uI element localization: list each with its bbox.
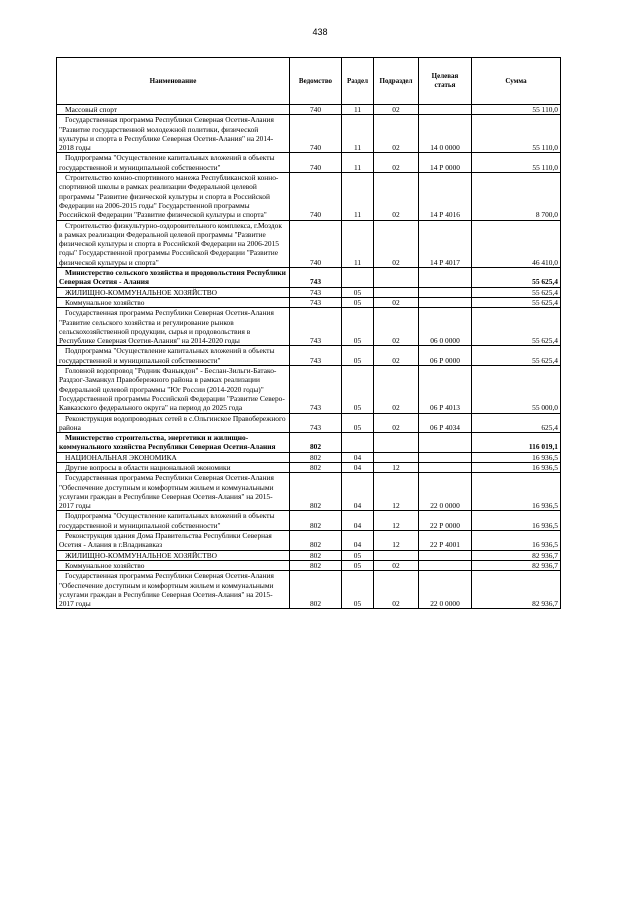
cell-section: 11: [342, 220, 374, 267]
cell-subsection: 02: [374, 153, 419, 173]
cell-name: Государственная программа Республики Северная Осетия-Алания "Обеспечение доступным и комфортным жильем и коммунальными услугами граждан в Республике Северная Осетия-Алания" на 2015-2017 годы: [57, 571, 290, 609]
cell-sum: 16 936,5: [472, 452, 561, 462]
cell-name: Коммунальное хозяйство: [57, 297, 290, 307]
cell-section: 05: [342, 550, 374, 560]
table-row: [57, 297, 561, 307]
cell-name: Министерство строительства, энергетики и жилищно-коммунального хозяйства Республики Северная Осетия-Алания: [57, 433, 290, 453]
cell-dept: 802: [290, 462, 342, 472]
cell-name: Реконструкция водопроводных сетей в с.Ольгинское Правобережного района: [57, 413, 290, 433]
cell-subsection: 02: [374, 105, 419, 115]
cell-dept: 743: [290, 308, 342, 346]
cell-dept: 740: [290, 220, 342, 267]
cell-name: Государственная программа Республики Северная Осетия-Алания "Обеспечение доступным и комфортным жильем и коммунальными услугами граждан в Республике Северная Осетия-Алания" на 2015-2017 годы: [57, 473, 290, 511]
cell-name: Коммунальное хозяйство: [57, 560, 290, 570]
cell-name: Подпрограмма "Осуществление капитальных вложений в объекты государственной и муниципальной собственности": [57, 153, 290, 173]
cell-dept: 802: [290, 452, 342, 462]
table-row: [57, 462, 561, 472]
cell-sum: 82 936,7: [472, 550, 561, 560]
cell-name: Строительство конно-спортивного манежа Республиканской конно-спортивной школы в рамках реализации Федеральной целевой программы "Развитие физической культуры и спорта в Российской Федерации на 2006-2015 годы" Государственной программы Российской Федерации "Развитие физической культуры и спорта": [57, 173, 290, 220]
cell-dept: 802: [290, 473, 342, 511]
table-body: [57, 105, 561, 609]
cell-name: ЖИЛИЩНО-КОММУНАЛЬНОЕ ХОЗЯЙСТВО: [57, 287, 290, 297]
cell-section: 05: [342, 366, 374, 413]
cell-section: 05: [342, 346, 374, 366]
cell-dept: 802: [290, 531, 342, 551]
cell-dept: 740: [290, 115, 342, 153]
cell-dept: 743: [290, 413, 342, 433]
cell-target: [419, 462, 472, 472]
cell-target: [419, 560, 472, 570]
cell-section: 04: [342, 511, 374, 531]
cell-subsection: 12: [374, 462, 419, 472]
cell-target: 06 Р 0000: [419, 346, 472, 366]
table-row: [57, 346, 561, 366]
cell-dept: 743: [290, 346, 342, 366]
cell-subsection: 02: [374, 297, 419, 307]
cell-target: [419, 105, 472, 115]
cell-section: 05: [342, 413, 374, 433]
cell-dept: 802: [290, 560, 342, 570]
table-row: [57, 153, 561, 173]
table-row: [57, 413, 561, 433]
header-name: Наименование: [57, 58, 290, 105]
cell-subsection: 02: [374, 308, 419, 346]
cell-target: 06 Р 4034: [419, 413, 472, 433]
table-row: [57, 268, 561, 288]
cell-dept: 743: [290, 268, 342, 288]
header-subsection: Подраздел: [374, 58, 419, 105]
cell-target: 06 Р 4013: [419, 366, 472, 413]
cell-target: [419, 297, 472, 307]
cell-name: Министерство сельского хозяйства и продовольствия Республики Северная Осетия - Алания: [57, 268, 290, 288]
cell-sum: 16 936,5: [472, 473, 561, 511]
cell-subsection: 12: [374, 473, 419, 511]
cell-section: [342, 268, 374, 288]
cell-target: 14 Р 4016: [419, 173, 472, 220]
cell-name: ЖИЛИЩНО-КОММУНАЛЬНОЕ ХОЗЯЙСТВО: [57, 550, 290, 560]
table-row: [57, 115, 561, 153]
cell-name: Строительство физкультурно-оздоровительного комплекса, г.Моздок в рамках реализации Федеральной целевой программы "Развитие физической культуры и спорта в Российской Федерации на 2006-2015 годы" Государственной программы Российской Федерации "Развитие физической культуры и спорта": [57, 220, 290, 267]
cell-target: 14 Р 4017: [419, 220, 472, 267]
cell-sum: 16 936,5: [472, 462, 561, 472]
table-row: [57, 550, 561, 560]
cell-sum: 55 625,4: [472, 287, 561, 297]
cell-section: 11: [342, 173, 374, 220]
cell-section: 04: [342, 473, 374, 511]
cell-dept: 740: [290, 173, 342, 220]
cell-sum: 8 700,0: [472, 173, 561, 220]
header-dept: Ведомство: [290, 58, 342, 105]
cell-section: 05: [342, 560, 374, 570]
cell-sum: 55 625,4: [472, 297, 561, 307]
cell-section: 05: [342, 287, 374, 297]
cell-target: 22 Р 4001: [419, 531, 472, 551]
cell-section: [342, 433, 374, 453]
cell-subsection: [374, 433, 419, 453]
cell-section: 05: [342, 308, 374, 346]
cell-section: 04: [342, 452, 374, 462]
cell-sum: 82 936,7: [472, 571, 561, 609]
cell-target: 22 0 0000: [419, 473, 472, 511]
cell-dept: 743: [290, 297, 342, 307]
cell-target: [419, 268, 472, 288]
cell-subsection: 02: [374, 560, 419, 570]
cell-name: Другие вопросы в области национальной экономики: [57, 462, 290, 472]
page-number: 438: [312, 27, 328, 37]
cell-target: 14 Р 0000: [419, 153, 472, 173]
cell-subsection: 12: [374, 511, 419, 531]
budget-table: [56, 57, 561, 609]
table-row: [57, 571, 561, 609]
table-row: [57, 173, 561, 220]
cell-name: Государственная программа Республики Северная Осетия-Алания "Развитие сельского хозяйства и регулирование рынков сельскохозяйственной продукции, сырья и продовольствия в Республике Северная Осетия-Алания" на 2014-2020 годы: [57, 308, 290, 346]
cell-sum: 55 625,4: [472, 346, 561, 366]
table-row: [57, 308, 561, 346]
cell-subsection: 02: [374, 413, 419, 433]
cell-section: 05: [342, 297, 374, 307]
table-row: [57, 287, 561, 297]
cell-sum: 55 000,0: [472, 366, 561, 413]
cell-name: Головной водопровод "Родник Фаныкдон" - Беслан-Зильги-Батако-Раздзог-Заманкул Правобережного района в рамках реализации Федеральной целевой программы "Юг России (2014-2020 годы)" Государственной программы Российской Федерации "Развитие Северо-Кавказского федерального округа" на период до 2025 года: [57, 366, 290, 413]
cell-section: 11: [342, 153, 374, 173]
cell-sum: 55 110,0: [472, 153, 561, 173]
cell-sum: 82 936,7: [472, 560, 561, 570]
cell-name: Подпрограмма "Осуществление капитальных вложений в объекты государственной и муниципальной собственности": [57, 346, 290, 366]
cell-subsection: [374, 287, 419, 297]
cell-subsection: 12: [374, 531, 419, 551]
cell-target: 14 0 0000: [419, 115, 472, 153]
cell-sum: 625,4: [472, 413, 561, 433]
cell-section: 11: [342, 105, 374, 115]
cell-sum: 55 625,4: [472, 268, 561, 288]
cell-sum: 116 019,1: [472, 433, 561, 453]
cell-subsection: [374, 268, 419, 288]
cell-dept: 743: [290, 287, 342, 297]
table-row: [57, 452, 561, 462]
cell-target: 06 0 0000: [419, 308, 472, 346]
table-row: [57, 433, 561, 453]
cell-dept: 802: [290, 571, 342, 609]
cell-section: 05: [342, 571, 374, 609]
cell-subsection: 02: [374, 220, 419, 267]
cell-target: 22 0 0000: [419, 571, 472, 609]
header-row: [57, 58, 561, 105]
header-target: Целевая статья: [419, 58, 472, 105]
cell-dept: 802: [290, 433, 342, 453]
cell-sum: 55 110,0: [472, 115, 561, 153]
cell-name: Реконструкция здания Дома Правительства Республики Северная Осетия - Алания в г.Владикавказ: [57, 531, 290, 551]
cell-dept: 740: [290, 105, 342, 115]
cell-dept: 743: [290, 366, 342, 413]
cell-target: [419, 287, 472, 297]
table-row: [57, 220, 561, 267]
table-row: [57, 105, 561, 115]
cell-subsection: 02: [374, 173, 419, 220]
table-row: [57, 560, 561, 570]
cell-name: Подпрограмма "Осуществление капитальных вложений в объекты государственной и муниципальной собственности": [57, 511, 290, 531]
cell-subsection: 02: [374, 346, 419, 366]
cell-subsection: 02: [374, 571, 419, 609]
cell-dept: 802: [290, 511, 342, 531]
cell-section: 11: [342, 115, 374, 153]
cell-name: НАЦИОНАЛЬНАЯ ЭКОНОМИКА: [57, 452, 290, 462]
cell-subsection: 02: [374, 115, 419, 153]
cell-sum: 46 410,0: [472, 220, 561, 267]
cell-target: [419, 452, 472, 462]
cell-sum: 55 110,0: [472, 105, 561, 115]
cell-sum: 16 936,5: [472, 511, 561, 531]
cell-target: [419, 550, 472, 560]
header-sum: Сумма: [472, 58, 561, 105]
cell-subsection: [374, 452, 419, 462]
cell-subsection: [374, 550, 419, 560]
cell-sum: 55 625,4: [472, 308, 561, 346]
cell-dept: 740: [290, 153, 342, 173]
cell-dept: 802: [290, 550, 342, 560]
table-row: [57, 531, 561, 551]
cell-section: 04: [342, 531, 374, 551]
cell-subsection: 02: [374, 366, 419, 413]
cell-target: 22 Р 0000: [419, 511, 472, 531]
cell-section: 04: [342, 462, 374, 472]
cell-target: [419, 433, 472, 453]
cell-name: Массовый спорт: [57, 105, 290, 115]
table-row: [57, 366, 561, 413]
table-row: [57, 511, 561, 531]
cell-name: Государственная программа Республики Северная Осетия-Алания "Развитие государственной молодежной политики, физической культуры и спорта в Республике Северная Осетия-Алания" на 2014-2018 годы: [57, 115, 290, 153]
header-section: Раздел: [342, 58, 374, 105]
cell-sum: 16 936,5: [472, 531, 561, 551]
table-row: [57, 473, 561, 511]
